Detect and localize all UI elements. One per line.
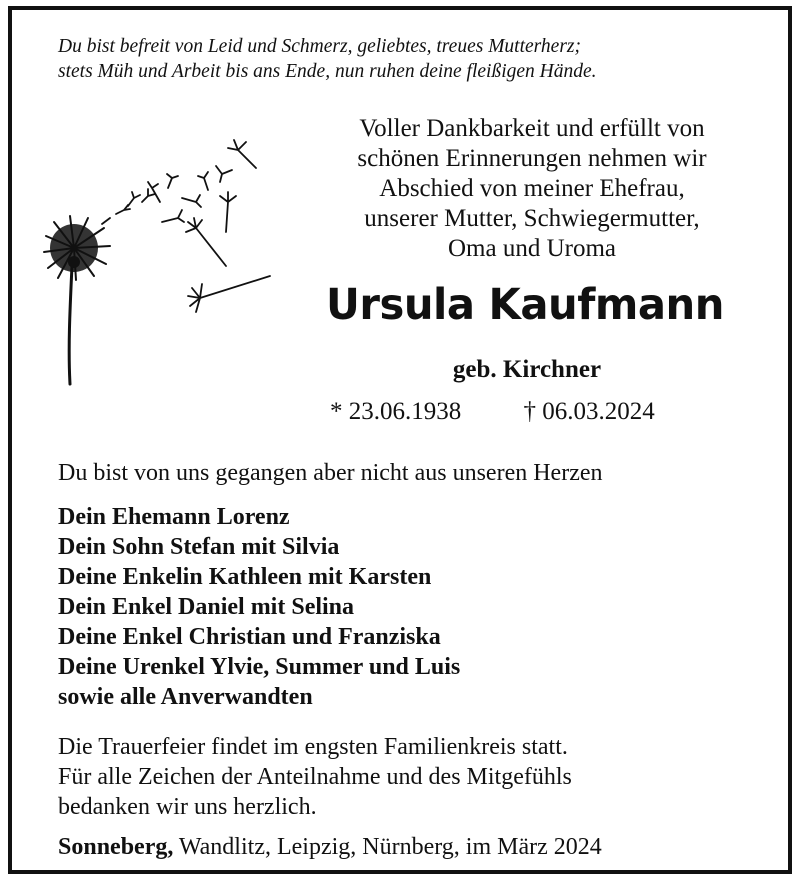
intro-line: Voller Dankbarkeit und erfüllt von [359,115,705,142]
life-dates [330,398,655,426]
place-date [58,834,602,861]
family-member: Deine Enkel Christian und Franziska [58,624,441,650]
place-main: Sonneberg, [58,834,174,860]
verse: Du bist von uns gegangen aber nicht aus unseren Herzen [58,460,603,486]
death-date: † 06.03.2024 [523,398,655,425]
deceased-name: Ursula Kaufmann [326,280,724,330]
family-member: Deine Enkelin Kathleen mit Karsten [58,564,432,590]
family-member: Dein Sohn Stefan mit Silvia [58,534,340,560]
family-member: Dein Ehemann Lorenz [58,504,290,530]
service-line: bedanken wir uns herzlich. [58,794,317,820]
obituary-notice [8,6,792,874]
intro-line: Oma und Uroma [447,235,617,262]
intro-line: Abschied von meiner Ehefrau, [379,175,685,202]
dandelion-icon [32,118,282,388]
motto-line: stets Müh und Arbeit bis ans Ende, nun ruhen deine fleißigen Hände. [58,61,597,82]
family-list [58,502,460,712]
intro-line: schönen Erinnerungen nehmen wir [357,145,707,172]
motto [58,34,758,84]
birth-name: geb. Kirchner [452,356,602,383]
motto-line: Du bist befreit von Leid und Schmerz, geliebtes, treues Mutterherz; [58,36,581,57]
place-rest: Wandlitz, Leipzig, Nürnberg, im März 2024 [173,834,602,860]
birth-date: * 23.06.1938 [330,398,462,425]
service-line: Für alle Zeichen der Anteilnahme und des Mitgefühls [58,764,572,790]
family-member: Deine Urenkel Ylvie, Summer und Luis [58,654,461,680]
service-info [58,732,572,822]
family-member: Dein Enkel Daniel mit Selina [58,594,355,620]
intro-text [302,114,762,264]
family-member: sowie alle Anverwandten [58,684,313,710]
intro-line: unserer Mutter, Schwiegermutter, [364,205,700,232]
service-line: Die Trauerfeier findet im engsten Familienkreis statt. [58,734,568,760]
